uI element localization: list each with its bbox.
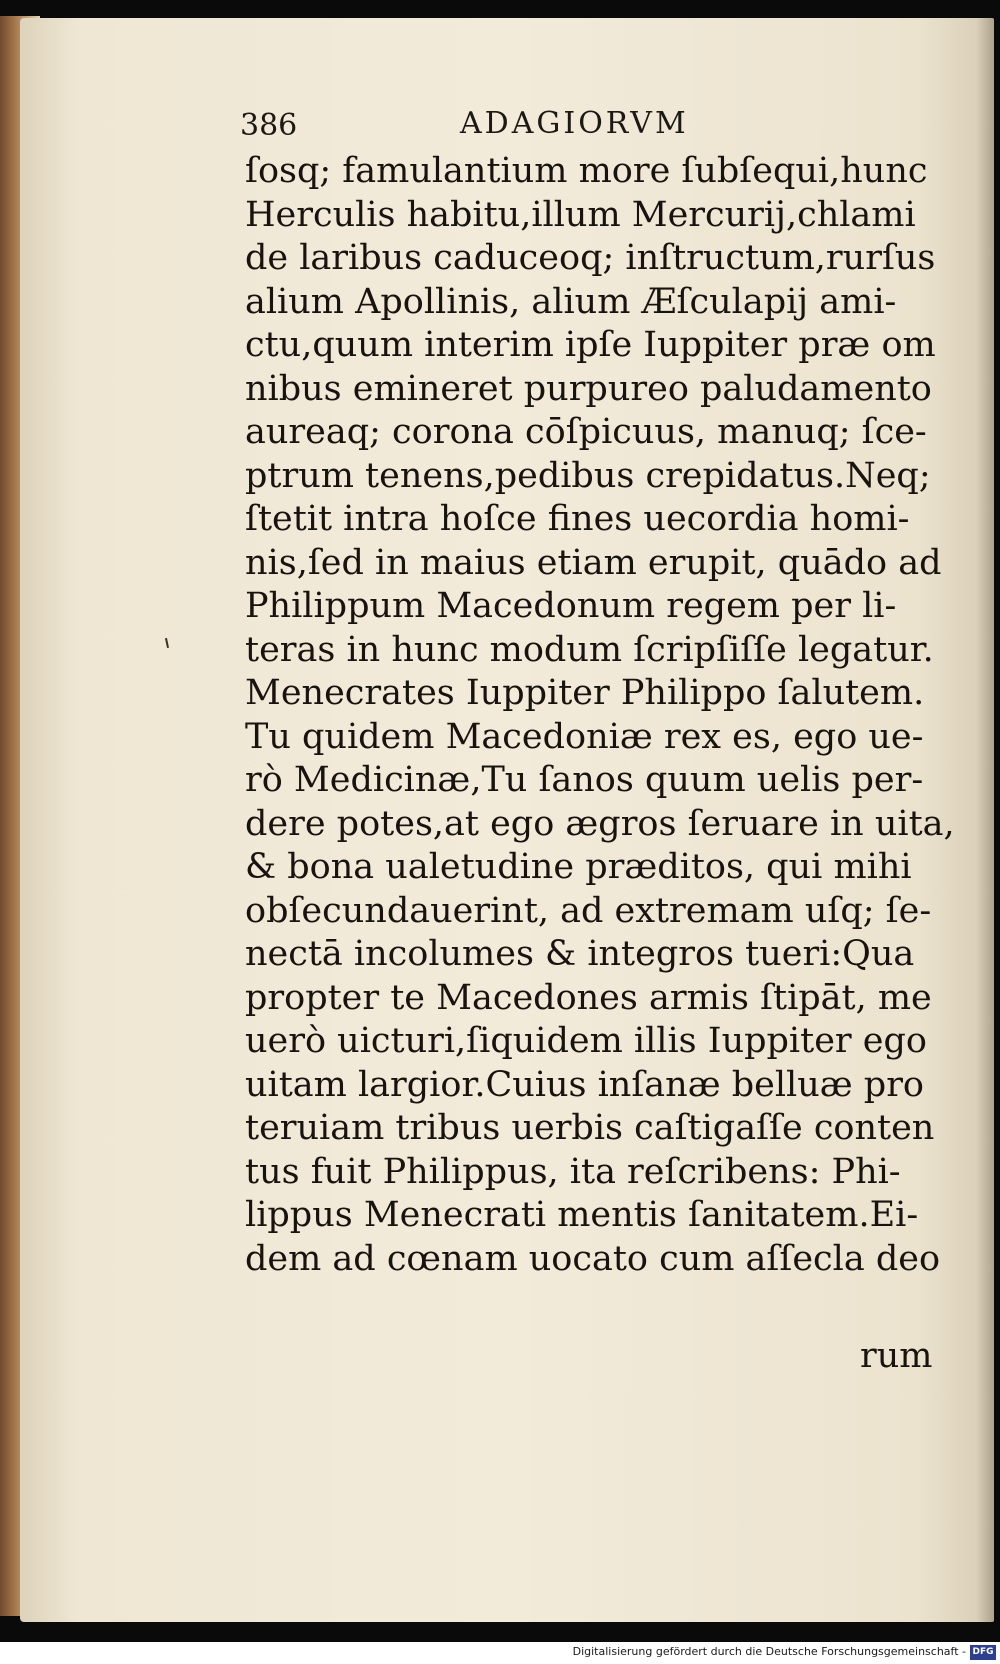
text-line: teruiam tribus uerbis caſtigaſſe conten [245,1108,935,1148]
text-line: Philippum Macedonum regem per li- [245,586,897,626]
text-line: dem ad cœnam uocato cum aſſecla deo [245,1238,941,1279]
text-line: nis,ſed in maius etiam erupit, quādo ad [245,542,942,583]
text-line: uerò uicturi,ſiquidem illis Iuppiter ego [245,1021,927,1061]
digitization-footer [0,1642,1000,1664]
text-line: Tu quidem Macedoniæ rex es, ego ue- [245,716,924,757]
page-number: 386 [240,108,298,143]
text-line: dere potes,at ego ægros ſeruare in uita, [245,803,955,844]
dfg-logo: DFG [970,1645,996,1660]
text-line: obſecundauerint, ad extremam uſq; ſe- [245,890,932,931]
text-line: nibus emineret purpureo paludamento [245,368,932,409]
text-line: lippus Menecrati mentis ſanitatem.Ei- [245,1195,919,1235]
text-line: nectā incolumes & integros tueri:Qua [245,934,915,974]
catchword: rum [860,1336,933,1376]
text-line: alium Apollinis, alium Æſculapij ami- [245,281,897,322]
text-line: ſtetit intra hoſce fines uecordia homi- [245,499,910,539]
text-line: teras in hunc modum ſcripſiſſe legatur. [245,629,934,670]
page-header [240,100,780,150]
text-line: & bona ualetudine præditos, qui mihi [245,847,912,887]
text-line: ptrum tenens,pedibus crepidatus.Neq; [245,455,931,496]
text-line: propter te Macedones armis ſtipāt, me [245,977,932,1018]
text-line: rò Medicinæ,Tu ſanos quum uelis per- [245,760,924,800]
gutter-shadow [976,18,994,1622]
text-line: de laribus caduceoq; inſtructum,rurſus [245,238,936,278]
text-line: ctu,quum interim ipſe Iuppiter præ om [245,325,936,365]
text-line: Herculis habitu,illum Mercurij,chlami [245,194,916,235]
text-line: uitam largior.Cuius inſanæ belluæ pro [245,1064,924,1105]
running-head: ADAGIORVM [460,106,689,141]
text-block [245,150,955,1281]
text-line: Menecrates Iuppiter Philippo ſalutem. [245,673,925,713]
text-line: aureaq; corona cōſpicuus, manuq; ſce- [245,412,927,452]
funding-credit: Digitalisierung gefördert durch die Deutsche Forschungsgemeinschaft - [572,1645,966,1658]
text-line: tus fuit Philippus, ita reſcribens: Phi- [245,1151,901,1192]
text-line: ſosq; famulantium more ſubſequi,hunc [245,151,928,191]
